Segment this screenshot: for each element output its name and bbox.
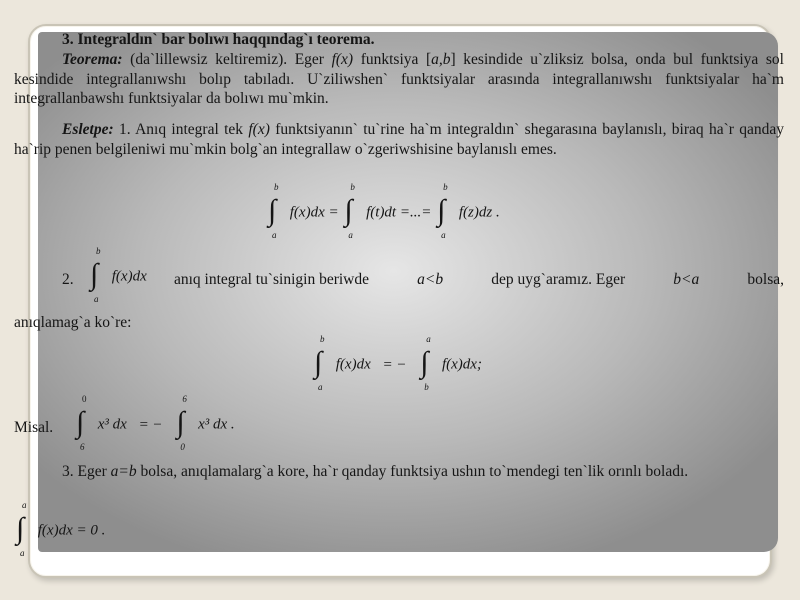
- period: .: [495, 204, 500, 221]
- equals-minus: = −: [382, 356, 407, 373]
- example-formula: [74, 394, 235, 452]
- integrand-x: f(x)dx: [289, 204, 325, 221]
- item3-text-2: bolsa, anıqlamalarg`a kore, ha`r qanday funktsiya ushın to`mendegi ten`lik orınlı boladı.: [136, 463, 689, 480]
- integral-sign: ∫ 0 6: [76, 394, 87, 452]
- formula-variable-independence: [266, 182, 500, 240]
- note-text-2: funktsiyanın` tu`rine ha`m integraldın` shegarasına baylanıslı, biraq ha`r qanday ha`rip penen belgileniwi mu`mkin bolg`an integrallaw o`zgeriwshisine baylanıslı emes.: [14, 121, 785, 158]
- theorem-ab: a,b: [431, 51, 451, 68]
- formula2-right: f(x)dx;: [441, 356, 482, 373]
- equals-sign: =: [328, 204, 339, 221]
- item2-line: [174, 270, 784, 290]
- integral-sign: ∫ 6 0: [176, 394, 187, 452]
- item3-cond: a=b: [110, 463, 137, 480]
- theorem-text-3: ] kesindide u`zliksiz bolsa, onda bul funktsiya sol kesindide integrallanıwshı bolıp tabıladı. U`ziliwshen` funktsiyalar arasında integrallanıwshı funktsiyalar ha`m integrallanbawshı funktsiyalar da bolıwı mu`mkin.: [14, 51, 784, 107]
- equals-dots: =...=: [399, 204, 432, 221]
- integral-sign: ∫ b a: [437, 182, 448, 240]
- item3-paragraph: [14, 462, 784, 482]
- theorem-text-2: funktsiya [: [353, 51, 432, 68]
- example-left: x³ dx: [97, 416, 127, 433]
- equals-minus: = −: [138, 416, 163, 433]
- item2-line2: anıqlamag`a ko`re:: [14, 314, 132, 331]
- formula-swap-limits: [312, 334, 482, 392]
- formula2-left: f(x)dx: [335, 356, 371, 373]
- integral-sign: ∫ b a: [268, 182, 279, 240]
- formula3-expr: f(x)dx = 0 .: [37, 522, 106, 539]
- example-right: x³ dx .: [198, 416, 235, 433]
- item2-text-2: dep uyg`aramız. Eger: [491, 271, 626, 288]
- integral-sign: ∫ a b: [420, 334, 431, 392]
- integral-sign: ∫ b a: [314, 334, 325, 392]
- item2-cond-2: b<a: [673, 271, 700, 288]
- theorem-text-1: (da`lillewsiz keltiremiz). Eger: [122, 51, 332, 68]
- note-text-1: 1. Anıq integral tek: [113, 121, 249, 138]
- section-heading: 3. Integraldın` bar bolıwı haqqındag`ı teorema.: [62, 31, 375, 48]
- note-paragraph: [14, 120, 784, 159]
- theorem-paragraph: [14, 50, 784, 109]
- integral-sign: ∫ b a: [344, 182, 355, 240]
- integrand-t: f(t)dt: [366, 204, 397, 221]
- formula-zero-interval: [14, 500, 106, 558]
- theorem-fx: f(x): [331, 51, 354, 68]
- integrand-z: f(z)dz: [458, 204, 493, 221]
- item2-integral: [88, 246, 147, 304]
- integral-sign: ∫ b a: [90, 246, 101, 304]
- item3-text-1: 3. Eger: [62, 463, 111, 480]
- item2-cond-1: a<b: [417, 271, 444, 288]
- item2-integrand: f(x)dx: [111, 268, 147, 285]
- note-fx: f(x): [248, 121, 270, 138]
- example-label: Misal.: [14, 419, 54, 436]
- theorem-label: Teorema:: [62, 51, 123, 68]
- item2-number: 2.: [62, 271, 74, 288]
- note-label: Esletpe:: [62, 121, 114, 138]
- integral-sign: ∫ a a: [16, 500, 27, 558]
- item2-text-3: bolsa,: [747, 271, 784, 288]
- item2-text-1: anıq integral tu`sinigin beriwde: [174, 271, 369, 288]
